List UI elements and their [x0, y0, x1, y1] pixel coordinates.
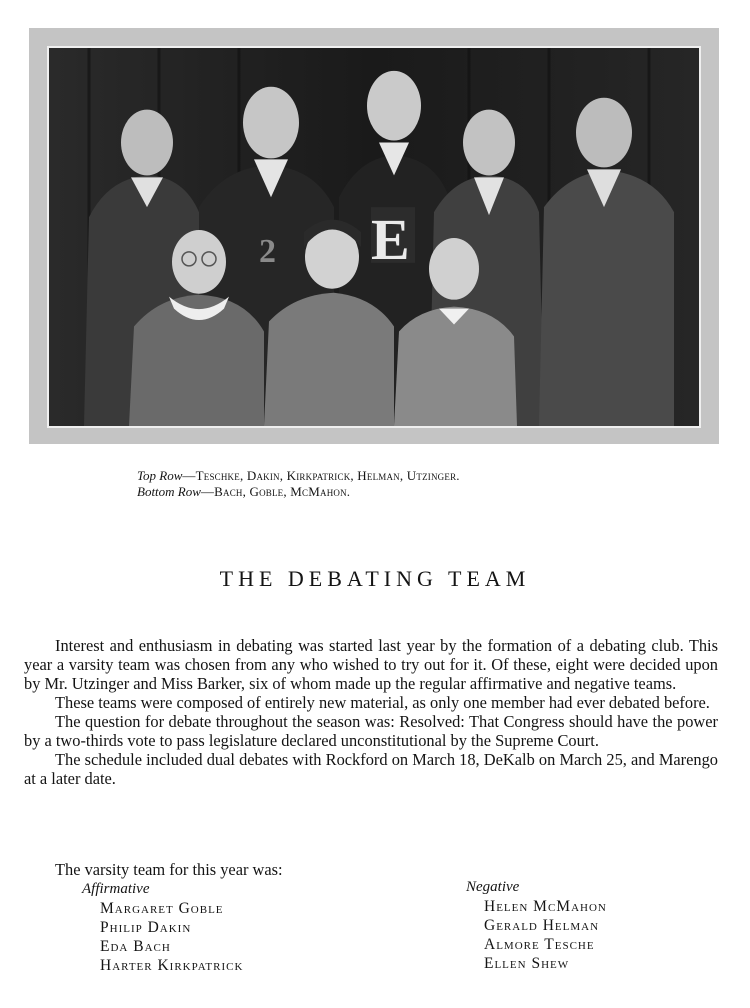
team-member: Gerald Helman [484, 917, 600, 934]
team-member: Margaret Goble [100, 900, 224, 917]
affirmative-column [82, 880, 243, 975]
team-member: Eda Bach [100, 938, 171, 955]
negative-column [466, 878, 607, 973]
team-member: Harter Kirkpatrick [100, 957, 244, 974]
caption-bottom-names: —Bach, Goble, McMahon. [200, 484, 351, 499]
caption-bottom-label: Bottom Row [137, 484, 201, 499]
caption-top-row [137, 468, 460, 484]
page-title: THE DEBATING TEAM [219, 566, 531, 591]
paragraph: The schedule included dual debates with Rockford on March 18, DeKalb on March 25, and Marengo at a later date. [24, 750, 718, 788]
photo-caption [137, 468, 460, 500]
paragraph: Interest and enthusiasm in debating was started last year by the formation of a debating club. This year a varsity team was chosen from any who wished to try out for it. Of these, eight were decided upon by Mr. Utzinger and Miss Barker, six of whom made up the regular affirmative and negative teams. [24, 636, 718, 693]
team-intro: The varsity team for this year was: [55, 860, 283, 879]
team-photo [47, 46, 701, 428]
caption-top-names: —Teschke, Dakin, Kirkpatrick, Helman, Utzinger. [182, 468, 460, 483]
affirmative-heading: Affirmative [82, 881, 150, 897]
team-member: Almore Tesche [484, 936, 595, 953]
body-text [24, 636, 718, 788]
paragraph: The question for debate throughout the season was: Resolved: That Congress should have the power by a two-thirds vote to pass legislature declared unconstitutional by the Supreme Court. [24, 712, 718, 750]
caption-bottom-row [137, 484, 460, 500]
sweater-letter-2: 2 [259, 232, 276, 270]
team-member: Philip Dakin [100, 919, 192, 936]
sweater-letter-e: E [371, 207, 410, 272]
team-member: Ellen Shew [484, 955, 570, 972]
paragraph: These teams were composed of entirely new material, as only one member had ever debated before. [55, 693, 710, 712]
negative-heading: Negative [466, 879, 520, 895]
caption-top-label: Top Row [137, 468, 183, 483]
team-member: Helen McMahon [484, 898, 607, 915]
team-photo-icon [49, 48, 699, 426]
team-photo-frame [29, 28, 719, 444]
